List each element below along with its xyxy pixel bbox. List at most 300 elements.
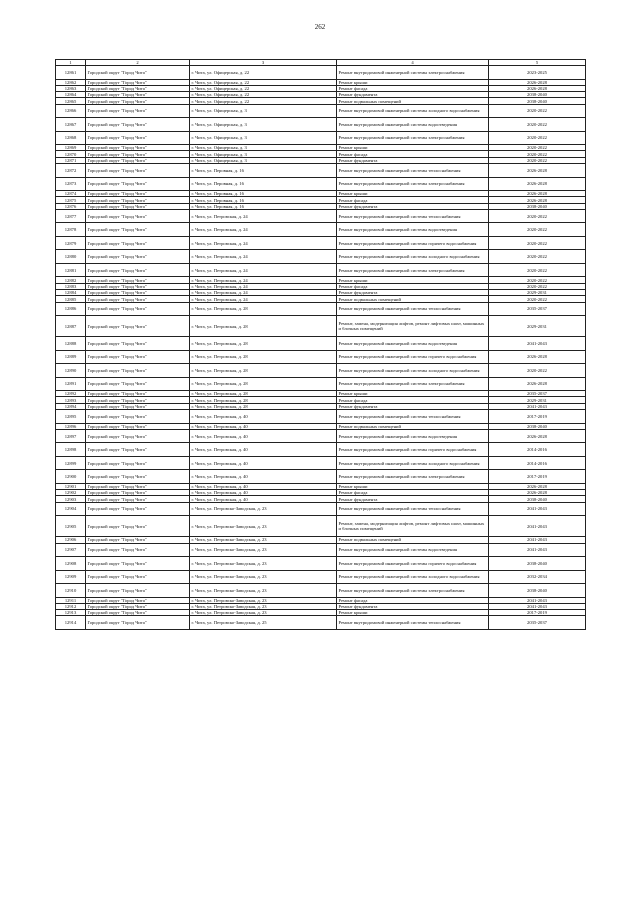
row-number-cell: 12872 (56, 164, 86, 178)
municipality-cell: Городской округ "Город Чита" (86, 283, 190, 289)
municipality-cell: Городской округ "Город Чита" (86, 316, 190, 337)
address-cell: г. Чита, ул. Офицерская, д. 3 (190, 157, 337, 163)
period-cell: 2017-2019 (489, 610, 586, 616)
row-number-cell: 12883 (56, 283, 86, 289)
work-type-cell: Ремонт внутридомовой инженерной системы водоотведения (337, 543, 489, 557)
period-cell: 2041-2043 (489, 543, 586, 557)
column-header: 3 (190, 60, 337, 66)
municipality-cell: Городской округ "Город Чита" (86, 570, 190, 584)
row-number-cell: 12877 (56, 209, 86, 223)
work-type-cell: Ремонт фундамента (337, 290, 489, 296)
municipality-cell: Городской округ "Город Чита" (86, 145, 190, 151)
period-cell: 2038-2040 (489, 496, 586, 502)
municipality-cell: Городской округ "Город Чита" (86, 516, 190, 537)
row-number-cell: 12871 (56, 157, 86, 163)
period-cell: 2038-2040 (489, 203, 586, 209)
address-cell: г. Чита, ул. Петровская, д. 24 (190, 283, 337, 289)
municipality-cell: Городской округ "Город Чита" (86, 66, 190, 80)
period-cell: 2038-2040 (489, 557, 586, 571)
municipality-cell: Городской округ "Город Чита" (86, 177, 190, 191)
municipality-cell: Городской округ "Город Чита" (86, 302, 190, 316)
row-number-cell: 12898 (56, 443, 86, 457)
municipality-cell: Городской округ "Город Чита" (86, 537, 190, 543)
work-type-cell: Ремонт фундамента (337, 403, 489, 409)
row-number-cell: 12900 (56, 470, 86, 484)
table-row (56, 223, 586, 237)
row-number-cell: 12899 (56, 456, 86, 470)
municipality-cell: Городской округ "Город Чита" (86, 164, 190, 178)
row-number-cell: 12911 (56, 597, 86, 603)
address-cell: г. Чита, ул. Петровская, д. 40 (190, 490, 337, 496)
work-type-cell: Ремонт внутридомовой инженерной системы электроснабжения (337, 263, 489, 277)
row-number-cell: 12866 (56, 104, 86, 118)
table-row (56, 131, 586, 145)
table-row (56, 350, 586, 364)
row-number-cell: 12869 (56, 145, 86, 151)
row-number-cell: 12893 (56, 397, 86, 403)
work-type-cell: Ремонт внутридомовой инженерной системы теплоснабжения (337, 502, 489, 516)
work-type-cell: Ремонт внутридомовой инженерной системы электроснабжения (337, 177, 489, 191)
work-type-cell: Ремонт подвальных помещений (337, 423, 489, 429)
row-number-cell: 12904 (56, 502, 86, 516)
municipality-cell: Городской округ "Город Чита" (86, 391, 190, 397)
period-cell: 2026-2028 (489, 85, 586, 91)
work-type-cell: Ремонт внутридомовой инженерной системы электроснабжения (337, 66, 489, 80)
row-number-cell: 12895 (56, 410, 86, 424)
row-number-cell: 12876 (56, 203, 86, 209)
table-row (56, 377, 586, 391)
municipality-cell: Городской округ "Город Чита" (86, 597, 190, 603)
address-cell: г. Чита, ул. Петровско-Заводская, д. 25 (190, 616, 337, 630)
address-cell: г. Чита, ул. Петровско-Заводская, д. 23 (190, 570, 337, 584)
address-cell: г. Чита, ул. Петровско-Заводская, д. 23 (190, 516, 337, 537)
column-header: 5 (489, 60, 586, 66)
municipality-cell: Городской округ "Город Чита" (86, 236, 190, 250)
table-row (56, 557, 586, 571)
municipality-cell: Городской округ "Город Чита" (86, 203, 190, 209)
work-type-cell: Ремонт внутридомовой инженерной системы электроснабжения (337, 584, 489, 598)
row-number-cell: 12874 (56, 191, 86, 197)
municipality-cell: Городской округ "Город Чита" (86, 543, 190, 557)
address-cell: г. Чита, ул. Петровская, д. 40 (190, 456, 337, 470)
row-number-cell: 12862 (56, 79, 86, 85)
work-type-cell: Ремонт внутридомовой инженерной системы электроснабжения (337, 377, 489, 391)
address-cell: г. Чита, ул. Офицерская, д. 22 (190, 98, 337, 104)
municipality-cell: Городской округ "Город Чита" (86, 410, 190, 424)
address-cell: г. Чита, ул. Петровская, д. 24 (190, 223, 337, 237)
column-header: 4 (337, 60, 489, 66)
period-cell: 2020-2022 (489, 277, 586, 283)
period-cell: 2020-2022 (489, 283, 586, 289)
municipality-cell: Городской округ "Город Чита" (86, 584, 190, 598)
table-row (56, 104, 586, 118)
period-cell: 2020-2022 (489, 131, 586, 145)
work-type-cell: Ремонт внутридомовой инженерной системы водоотведения (337, 118, 489, 132)
address-cell: г. Чита, ул. Перовная, д. 16 (190, 177, 337, 191)
work-type-cell: Ремонт крыши (337, 191, 489, 197)
period-cell: 2020-2022 (489, 364, 586, 378)
address-cell: г. Чита, ул. Петровская, д. 28 (190, 377, 337, 391)
municipality-cell: Городской округ "Город Чита" (86, 616, 190, 630)
row-number-cell: 12863 (56, 85, 86, 91)
table-row (56, 209, 586, 223)
municipality-cell: Городской округ "Город Чита" (86, 337, 190, 351)
period-cell: 2029-2031 (489, 290, 586, 296)
row-number-cell: 12912 (56, 603, 86, 609)
period-cell: 2026-2028 (489, 377, 586, 391)
municipality-cell: Городской округ "Город Чита" (86, 157, 190, 163)
row-number-cell: 12870 (56, 151, 86, 157)
table-row (56, 164, 586, 178)
table-row (56, 410, 586, 424)
municipality-cell: Городской округ "Город Чита" (86, 377, 190, 391)
municipality-cell: Городской округ "Город Чита" (86, 350, 190, 364)
address-cell: г. Чита, ул. Петровская, д. 40 (190, 423, 337, 429)
work-type-cell: Ремонт подвальных помещений (337, 296, 489, 302)
work-type-cell: Ремонт внутридомовой инженерной системы горячего водоснабжения (337, 443, 489, 457)
municipality-cell: Городской округ "Город Чита" (86, 104, 190, 118)
row-number-cell: 12879 (56, 236, 86, 250)
address-cell: г. Чита, ул. Перовная, д. 16 (190, 197, 337, 203)
municipality-cell: Городской округ "Город Чита" (86, 277, 190, 283)
municipality-cell: Городской округ "Город Чита" (86, 423, 190, 429)
row-number-cell: 12880 (56, 250, 86, 264)
municipality-cell: Городской округ "Город Чита" (86, 98, 190, 104)
address-cell: г. Чита, ул. Петровская, д. 40 (190, 410, 337, 424)
address-cell: г. Чита, ул. Петровская, д. 40 (190, 443, 337, 457)
work-type-cell: Ремонт крыши (337, 145, 489, 151)
row-number-cell: 12906 (56, 537, 86, 543)
period-cell: 2041-2043 (489, 403, 586, 409)
work-type-cell: Ремонт фундамента (337, 92, 489, 98)
row-number-cell: 12884 (56, 290, 86, 296)
work-type-cell: Ремонт внутридомовой инженерной системы теплоснабжения (337, 164, 489, 178)
municipality-cell: Городской округ "Город Чита" (86, 470, 190, 484)
row-number-cell: 12878 (56, 223, 86, 237)
row-number-cell: 12887 (56, 316, 86, 337)
period-cell: 2023-2025 (489, 66, 586, 80)
row-number-cell: 12875 (56, 197, 86, 203)
period-cell: 2026-2028 (489, 191, 586, 197)
work-type-cell: Ремонт внутридомовой инженерной системы водоотведения (337, 337, 489, 351)
address-cell: г. Чита, ул. Петровская, д. 28 (190, 337, 337, 351)
table-row (56, 302, 586, 316)
municipality-cell: Городской округ "Город Чита" (86, 496, 190, 502)
row-number-cell: 12892 (56, 391, 86, 397)
period-cell: 2020-2022 (489, 263, 586, 277)
table-row (56, 118, 586, 132)
table-row (56, 236, 586, 250)
work-type-cell: Ремонт внутридомовой инженерной системы теплоснабжения (337, 209, 489, 223)
municipality-cell: Городской округ "Город Чита" (86, 263, 190, 277)
period-cell: 2020-2022 (489, 223, 586, 237)
column-header: 1 (56, 60, 86, 66)
period-cell: 2026-2028 (489, 490, 586, 496)
municipality-cell: Городской округ "Город Чита" (86, 290, 190, 296)
municipality-cell: Городской округ "Город Чита" (86, 483, 190, 489)
address-cell: г. Чита, ул. Перовная, д. 16 (190, 164, 337, 178)
row-number-cell: 12865 (56, 98, 86, 104)
row-number-cell: 12897 (56, 429, 86, 443)
period-cell: 2020-2022 (489, 250, 586, 264)
municipality-cell: Городской округ "Город Чита" (86, 131, 190, 145)
work-type-cell: Ремонт подвальных помещений (337, 537, 489, 543)
period-cell: 2026-2028 (489, 197, 586, 203)
table-row (56, 443, 586, 457)
period-cell: 2041-2043 (489, 597, 586, 603)
table-row (56, 470, 586, 484)
address-cell: г. Чита, ул. Петровская, д. 28 (190, 302, 337, 316)
address-cell: г. Чита, ул. Петровская, д. 28 (190, 364, 337, 378)
address-cell: г. Чита, ул. Петровско-Заводская, д. 23 (190, 543, 337, 557)
address-cell: г. Чита, ул. Петровская, д. 24 (190, 263, 337, 277)
address-cell: г. Чита, ул. Перовная, д. 16 (190, 203, 337, 209)
period-cell: 2020-2022 (489, 104, 586, 118)
work-type-cell: Ремонт внутридомовой инженерной системы электроснабжения (337, 131, 489, 145)
work-type-cell: Ремонт крыши (337, 277, 489, 283)
work-type-cell: Ремонт фасада (337, 151, 489, 157)
work-type-cell: Ремонт внутридомовой инженерной системы водоотведения (337, 223, 489, 237)
work-type-cell: Ремонт внутридомовой инженерной системы теплоснабжения (337, 616, 489, 630)
address-cell: г. Чита, ул. Офицерская, д. 3 (190, 131, 337, 145)
work-type-cell: Ремонт внутридомовой инженерной системы электроснабжения (337, 470, 489, 484)
address-cell: г. Чита, ул. Петровская, д. 28 (190, 403, 337, 409)
address-cell: г. Чита, ул. Петровская, д. 24 (190, 209, 337, 223)
period-cell: 2026-2028 (489, 164, 586, 178)
period-cell: 2035-2037 (489, 391, 586, 397)
row-number-cell: 12885 (56, 296, 86, 302)
work-type-cell: Ремонт фасада (337, 490, 489, 496)
table-row (56, 429, 586, 443)
period-cell: 2026-2028 (489, 79, 586, 85)
work-type-cell: Ремонт фасада (337, 197, 489, 203)
row-number-cell: 12861 (56, 66, 86, 80)
address-cell: г. Чита, ул. Петровская, д. 24 (190, 296, 337, 302)
address-cell: г. Чита, ул. Петровская, д. 28 (190, 350, 337, 364)
row-number-cell: 12913 (56, 610, 86, 616)
work-type-cell: Ремонт внутридомовой инженерной системы холодного водоснабжения (337, 456, 489, 470)
municipality-cell: Городской округ "Город Чита" (86, 250, 190, 264)
municipality-cell: Городской округ "Город Чита" (86, 456, 190, 470)
period-cell: 2029-2031 (489, 316, 586, 337)
address-cell: г. Чита, ул. Офицерская, д. 22 (190, 92, 337, 98)
table-row (56, 543, 586, 557)
table-row (56, 584, 586, 598)
municipality-cell: Городской округ "Город Чита" (86, 403, 190, 409)
address-cell: г. Чита, ул. Петровская, д. 24 (190, 290, 337, 296)
address-cell: г. Чита, ул. Петровско-Заводская, д. 23 (190, 537, 337, 543)
period-cell: 2038-2040 (489, 92, 586, 98)
period-cell: 2041-2043 (489, 603, 586, 609)
address-cell: г. Чита, ул. Офицерская, д. 3 (190, 145, 337, 151)
table-row (56, 316, 586, 337)
period-cell: 2032-2034 (489, 570, 586, 584)
row-number-cell: 12894 (56, 403, 86, 409)
period-cell: 2020-2022 (489, 145, 586, 151)
row-number-cell: 12890 (56, 364, 86, 378)
municipality-cell: Городской округ "Город Чита" (86, 223, 190, 237)
work-type-cell: Ремонт фасада (337, 397, 489, 403)
municipality-cell: Городской округ "Город Чита" (86, 296, 190, 302)
table-row (56, 516, 586, 537)
address-cell: г. Чита, ул. Петровская, д. 24 (190, 250, 337, 264)
table-row (56, 364, 586, 378)
address-cell: г. Чита, ул. Петровская, д. 40 (190, 470, 337, 484)
work-type-cell: Ремонт фасада (337, 283, 489, 289)
address-cell: г. Чита, ул. Петровско-Заводская, д. 23 (190, 584, 337, 598)
work-type-cell: Ремонт фундамента (337, 203, 489, 209)
work-type-cell: Ремонт фасада (337, 85, 489, 91)
work-type-cell: Ремонт подвальных помещений (337, 98, 489, 104)
work-type-cell: Ремонт внутридомовой инженерной системы холодного водоснабжения (337, 250, 489, 264)
address-cell: г. Чита, ул. Петровско-Заводская, д. 23 (190, 597, 337, 603)
address-cell: г. Чита, ул. Петровско-Заводская, д. 23 (190, 603, 337, 609)
table-row (56, 263, 586, 277)
municipality-cell: Городской округ "Город Чита" (86, 209, 190, 223)
work-type-cell: Ремонт фундамента (337, 157, 489, 163)
table-row (56, 456, 586, 470)
period-cell: 2026-2028 (489, 177, 586, 191)
row-number-cell: 12910 (56, 584, 86, 598)
period-cell: 2017-2019 (489, 470, 586, 484)
work-type-cell: Ремонт крыши (337, 610, 489, 616)
row-number-cell: 12901 (56, 483, 86, 489)
work-type-cell: Ремонт фасада (337, 597, 489, 603)
address-cell: г. Чита, ул. Петровская, д. 28 (190, 397, 337, 403)
address-cell: г. Чита, ул. Петровская, д. 28 (190, 316, 337, 337)
municipality-cell: Городской округ "Город Чита" (86, 197, 190, 203)
address-cell: г. Чита, ул. Офицерская, д. 22 (190, 85, 337, 91)
row-number-cell: 12907 (56, 543, 86, 557)
period-cell: 2017-2019 (489, 410, 586, 424)
address-cell: г. Чита, ул. Петровская, д. 40 (190, 429, 337, 443)
address-cell: г. Чита, ул. Петровская, д. 40 (190, 496, 337, 502)
address-cell: г. Чита, ул. Петровская, д. 24 (190, 277, 337, 283)
period-cell: 2038-2040 (489, 584, 586, 598)
period-cell: 2029-2031 (489, 397, 586, 403)
period-cell: 2020-2022 (489, 151, 586, 157)
period-cell: 2041-2043 (489, 502, 586, 516)
address-cell: г. Чита, ул. Офицерская, д. 3 (190, 151, 337, 157)
address-cell: г. Чита, ул. Офицерская, д. 3 (190, 118, 337, 132)
municipality-cell: Городской округ "Город Чита" (86, 79, 190, 85)
row-number-cell: 12903 (56, 496, 86, 502)
work-type-cell: Ремонт внутридомовой инженерной системы горячего водоснабжения (337, 557, 489, 571)
period-cell: 2020-2022 (489, 157, 586, 163)
municipality-cell: Городской округ "Город Чита" (86, 191, 190, 197)
work-type-cell: Ремонт внутридомовой инженерной системы холодного водоснабжения (337, 570, 489, 584)
municipality-cell: Городской округ "Город Чита" (86, 429, 190, 443)
period-cell: 2020-2022 (489, 118, 586, 132)
period-cell: 2026-2028 (489, 350, 586, 364)
capital-repair-table (55, 59, 586, 630)
period-cell: 2035-2037 (489, 616, 586, 630)
work-type-cell: Ремонт внутридомовой инженерной системы горячего водоснабжения (337, 236, 489, 250)
address-cell: г. Чита, ул. Петровская, д. 40 (190, 483, 337, 489)
table-row (56, 250, 586, 264)
row-number-cell: 12909 (56, 570, 86, 584)
table-row (56, 177, 586, 191)
period-cell: 2038-2040 (489, 98, 586, 104)
row-number-cell: 12888 (56, 337, 86, 351)
table-row (56, 616, 586, 630)
municipality-cell: Городской округ "Город Чита" (86, 397, 190, 403)
work-type-cell: Ремонт фундамента (337, 603, 489, 609)
address-cell: г. Чита, ул. Петровско-Заводская, д. 23 (190, 502, 337, 516)
period-cell: 2041-2043 (489, 516, 586, 537)
period-cell: 2020-2022 (489, 209, 586, 223)
work-type-cell: Ремонт внутридомовой инженерной системы холодного водоснабжения (337, 364, 489, 378)
work-type-cell: Ремонт внутридомовой инженерной системы теплоснабжения (337, 410, 489, 424)
period-cell: 2026-2028 (489, 483, 586, 489)
row-number-cell: 12867 (56, 118, 86, 132)
row-number-cell: 12868 (56, 131, 86, 145)
row-number-cell: 12881 (56, 263, 86, 277)
period-cell: 2041-2043 (489, 337, 586, 351)
table-row (56, 66, 586, 80)
row-number-cell: 12905 (56, 516, 86, 537)
address-cell: г. Чита, ул. Перовная, д. 16 (190, 191, 337, 197)
work-type-cell: Ремонт крыши (337, 79, 489, 85)
work-type-cell: Ремонт крыши (337, 391, 489, 397)
work-type-cell: Ремонт внутридомовой инженерной системы горячего водоснабжения (337, 350, 489, 364)
municipality-cell: Городской округ "Город Чита" (86, 85, 190, 91)
period-cell: 2038-2040 (489, 423, 586, 429)
municipality-cell: Городской округ "Город Чита" (86, 557, 190, 571)
municipality-cell: Городской округ "Город Чита" (86, 610, 190, 616)
table-row (56, 502, 586, 516)
work-type-cell: Ремонт крыши (337, 483, 489, 489)
municipality-cell: Городской округ "Город Чита" (86, 151, 190, 157)
row-number-cell: 12873 (56, 177, 86, 191)
municipality-cell: Городской округ "Город Чита" (86, 92, 190, 98)
municipality-cell: Городской округ "Город Чита" (86, 490, 190, 496)
table-row (56, 337, 586, 351)
row-number-cell: 12908 (56, 557, 86, 571)
column-header: 2 (86, 60, 190, 66)
period-cell: 2014-2016 (489, 456, 586, 470)
period-cell: 2026-2028 (489, 429, 586, 443)
period-cell: 2020-2022 (489, 236, 586, 250)
municipality-cell: Городской округ "Город Чита" (86, 443, 190, 457)
address-cell: г. Чита, ул. Петровская, д. 24 (190, 236, 337, 250)
work-type-cell: Ремонт, замена, модернизация лифтов, ремонт лифтовых шахт, машинных и блочных помещений (337, 516, 489, 537)
address-cell: г. Чита, ул. Петровско-Заводская, д. 23 (190, 557, 337, 571)
row-number-cell: 12864 (56, 92, 86, 98)
row-number-cell: 12891 (56, 377, 86, 391)
municipality-cell: Городской округ "Город Чита" (86, 603, 190, 609)
work-type-cell: Ремонт, замена, модернизация лифтов, ремонт лифтовых шахт, машинных и блочных помещений (337, 316, 489, 337)
address-cell: г. Чита, ул. Петровская, д. 28 (190, 391, 337, 397)
row-number-cell: 12896 (56, 423, 86, 429)
address-cell: г. Чита, ул. Офицерская, д. 22 (190, 79, 337, 85)
page-number: 262 (314, 23, 326, 31)
period-cell: 2041-2043 (489, 537, 586, 543)
work-type-cell: Ремонт внутридомовой инженерной системы водоотведения (337, 429, 489, 443)
address-cell: г. Чита, ул. Петровско-Заводская, д. 23 (190, 610, 337, 616)
row-number-cell: 12882 (56, 277, 86, 283)
period-cell: 2035-2037 (489, 302, 586, 316)
row-number-cell: 12889 (56, 350, 86, 364)
row-number-cell: 12902 (56, 490, 86, 496)
address-cell: г. Чита, ул. Офицерская, д. 3 (190, 104, 337, 118)
work-type-cell: Ремонт внутридомовой инженерной системы теплоснабжения (337, 302, 489, 316)
period-cell: 2014-2016 (489, 443, 586, 457)
municipality-cell: Городской округ "Город Чита" (86, 364, 190, 378)
municipality-cell: Городской округ "Город Чита" (86, 502, 190, 516)
period-cell: 2020-2022 (489, 296, 586, 302)
row-number-cell: 12914 (56, 616, 86, 630)
